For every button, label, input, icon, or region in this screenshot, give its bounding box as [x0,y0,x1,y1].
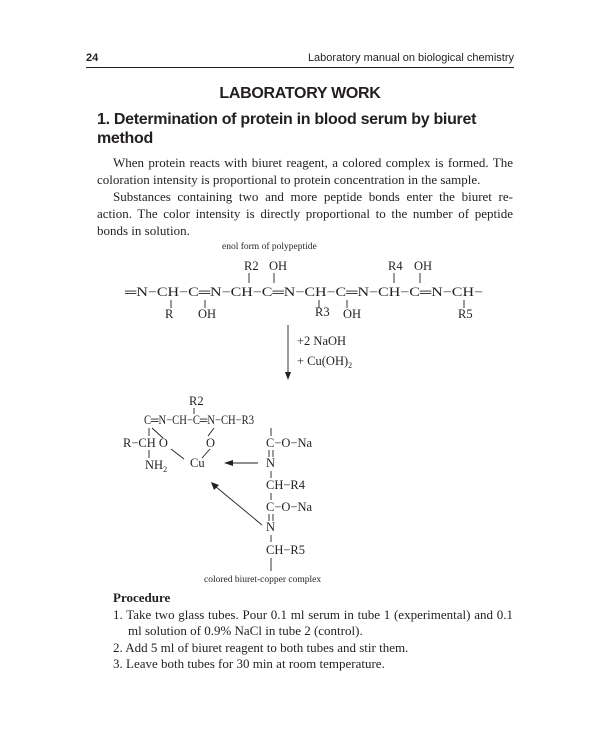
procedure-step: 2. Add 5 ml of biuret reagent to both tubes and stir them. [113,639,409,655]
complex-row: C−O−Na [266,436,313,450]
complex-row: CH−R4 [266,478,306,492]
substituent: R2 [244,259,259,273]
substituent: R [165,307,174,321]
procedure-step: 1. Take two glass tubes. Pour 0.1 ml serum in tube 1 (experimental) and 0.1 ml solution of 0.9% NaCl in tube 2 (control). [113,606,513,638]
complex-nitrogen: N [266,456,276,470]
reagent-cuoh2: + $Cu(OH)_2$ [297,354,353,370]
procedure-title: Procedure [113,590,171,605]
reagent-naoh: +2 NaOH [297,334,347,348]
complex-row: C−O−Na [266,500,313,514]
complex-row: R−CH O [123,436,168,450]
substituent: OH [343,307,362,321]
page-number: 24 [86,52,99,64]
complex-oxygen: O [206,436,216,450]
substituent: R5 [458,307,473,321]
work-title: 1. Determination of protein in blood serum by biuret method [97,111,477,147]
substituent: OH [414,259,433,273]
scheme-bottom-caption: colored biuret-copper complex [204,575,322,585]
scheme-top-caption: enol form of polypeptide [222,242,317,252]
complex-row: C═N−CH−C═N−CH−R3 [144,413,254,427]
polypeptide-chain: ═N−CH−C═N−CH−C═N−CH−C═N−CH−C═N−CH− [123,285,483,299]
substituent: OH [198,307,217,321]
complex-copper: Cu [190,456,205,470]
procedure [113,590,513,673]
paragraph: When protein reacts with biuret reagent, a colored complex is formed. The coloration intensity is proportional to protein concentration in the sample. [97,155,513,187]
substituent: R3 [315,305,330,319]
substituent: OH [269,259,288,273]
complex-nitrogen: N [266,520,276,534]
complex-nh2: $NH_2$ [145,458,168,474]
complex-row: CH−R5 [266,543,306,557]
complex-r2: R2 [189,394,204,408]
substituent: R4 [388,259,403,273]
paragraph: Substances containing two and more peptide bonds enter the biuret re-action. The color intensity is directly proportional to the number of peptide bonds in solution. [97,189,513,238]
procedure-step: 3. Leave both tubes for 30 min at room temperature. [113,656,385,671]
running-title: Laboratory manual on biological chemistry [307,52,514,64]
section-title: LABORATORY WORK [219,85,381,102]
